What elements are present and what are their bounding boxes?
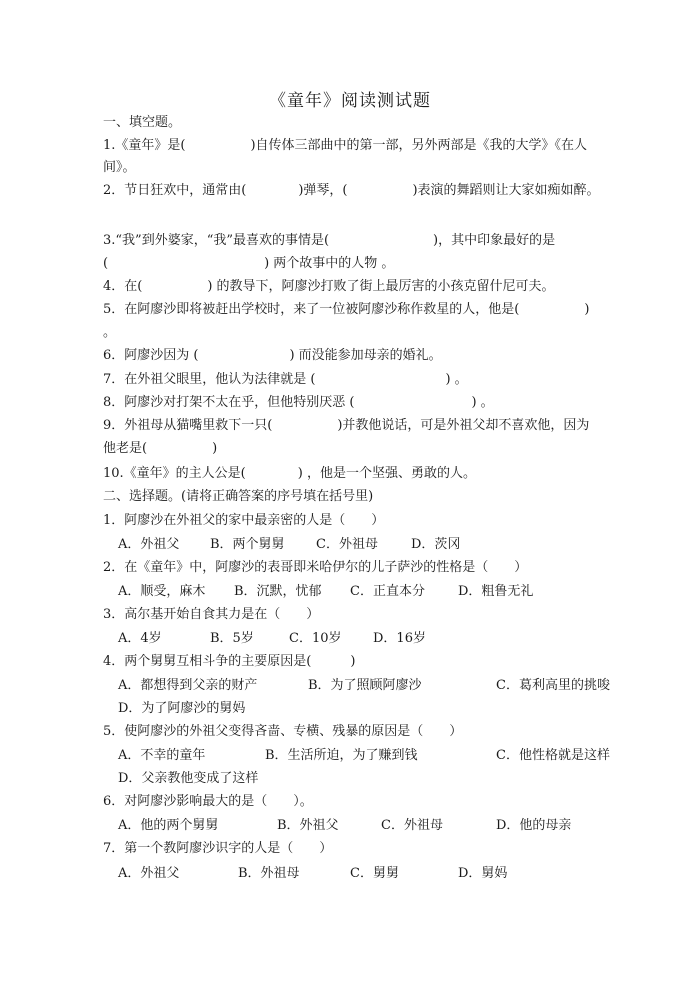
- choice-option: D．为了阿廖沙的舅妈: [118, 701, 246, 716]
- choice-option: D．粗鲁无礼: [458, 584, 534, 599]
- fill-section-heading: 一、填空题。: [103, 115, 182, 130]
- choice-option: B．5岁: [210, 631, 254, 646]
- choice-question-stem: 4．两个舅舅互相斗争的主要原因是( ): [103, 654, 356, 669]
- choice-option: B．外祖父: [277, 818, 339, 833]
- fill-question-5: 5．在阿廖沙即将被赶出学校时，来了一位被阿廖沙称作救星的人，他是( ): [103, 302, 590, 317]
- choice-option: A．4岁: [118, 631, 162, 646]
- choice-option: D．茨冈: [411, 537, 461, 552]
- choice-option: A．顺受，麻木: [118, 584, 206, 599]
- choice-option: A．他的两个舅舅: [118, 818, 219, 833]
- choice-question-stem: 7．第一个教阿廖沙识字的人是（ ）: [103, 841, 333, 856]
- choice-section-heading: 二、选择题。(请将正确答案的序号填在括号里): [103, 489, 374, 504]
- choice-question-stem: 2．在《童年》中，阿廖沙的表哥即米哈伊尔的儿子萨沙的性格是（ ）: [103, 560, 528, 575]
- fill-question-6: 6．阿廖沙因为 ( ) 而没能参加母亲的婚礼。: [103, 348, 442, 363]
- choice-question-stem: 1．阿廖沙在外祖父的家中最亲密的人是（ ）: [103, 513, 385, 528]
- fill-question-8: 8．阿廖沙对打架不太在乎，但他特别厌恶 ( ) 。: [103, 395, 494, 410]
- choice-option: B．沉默，忧郁: [234, 584, 322, 599]
- fill-question-9-cont: 他老是( ): [103, 441, 218, 456]
- fill-question-7: 7．在外祖父眼里，他认为法律就是 ( ) 。: [103, 372, 468, 387]
- fill-question-1-cont: 间》。: [103, 160, 136, 175]
- choice-option: B．生活所迫，为了赚到钱: [265, 748, 418, 763]
- choice-option: A．都想得到父亲的财产: [118, 678, 258, 693]
- choice-question-stem: 3．高尔基开始自食其力是在（ ）: [103, 607, 320, 622]
- choice-question-stem: 6．对阿廖沙影响最大的是（ ）。: [103, 794, 313, 809]
- choice-option: A．外祖父: [118, 866, 180, 881]
- fill-question-3: 3.“我”到外婆家，“我”最喜欢的事情是( )，其中印象最好的是: [103, 233, 556, 248]
- choice-option: D．他的母亲: [496, 818, 572, 833]
- choice-option: B．为了照顾阿廖沙: [308, 678, 422, 693]
- choice-option: D．16岁: [373, 631, 426, 646]
- fill-question-10: 10.《童年》的主人公是( ) ，他是一个坚强、勇敢的人。: [103, 466, 476, 481]
- choice-option: D．舅妈: [458, 866, 508, 881]
- fill-question-2: 2．节日狂欢中，通常由( )弹琴，( )表演的舞蹈则让大家如痴如醉。: [103, 183, 600, 198]
- choice-option: A．不幸的童年: [118, 748, 206, 763]
- page-title: 《童年》阅读测试题: [269, 91, 431, 111]
- choice-option: D．父亲教他变成了这样: [118, 771, 259, 786]
- choice-option: B．外祖母: [238, 866, 300, 881]
- choice-option: C．正直本分: [350, 584, 425, 599]
- choice-option: B．两个舅舅: [210, 537, 285, 552]
- choice-option: C．葛利高里的挑唆: [496, 678, 610, 693]
- choice-option: A．外祖父: [118, 537, 180, 552]
- choice-option: C．10岁: [289, 631, 342, 646]
- fill-question-9: 9．外祖母从猫嘴里救下一只( )并教他说话，可是外祖父却不喜欢他，因为: [103, 418, 590, 433]
- fill-question-3-cont: ( ) 两个故事中的人物 。: [103, 256, 395, 271]
- choice-question-stem: 5．使阿廖沙的外祖父变得吝啬、专横、残暴的原因是（ ）: [103, 724, 463, 739]
- fill-question-1: 1.《童年》是( )自传体三部曲中的第一部，另外两部是《我的大学》《在人: [103, 138, 588, 153]
- fill-question-4: 4．在( ) 的教导下，阿廖沙打败了街上最厉害的小孩克留什尼可夫。: [103, 279, 555, 294]
- choice-option: C．外祖母: [316, 537, 378, 552]
- choice-option: C．他性格就是这样: [496, 748, 610, 763]
- choice-option: C．外祖母: [381, 818, 443, 833]
- fill-question-5-cont: 。: [103, 325, 117, 340]
- choice-option: C．舅舅: [350, 866, 399, 881]
